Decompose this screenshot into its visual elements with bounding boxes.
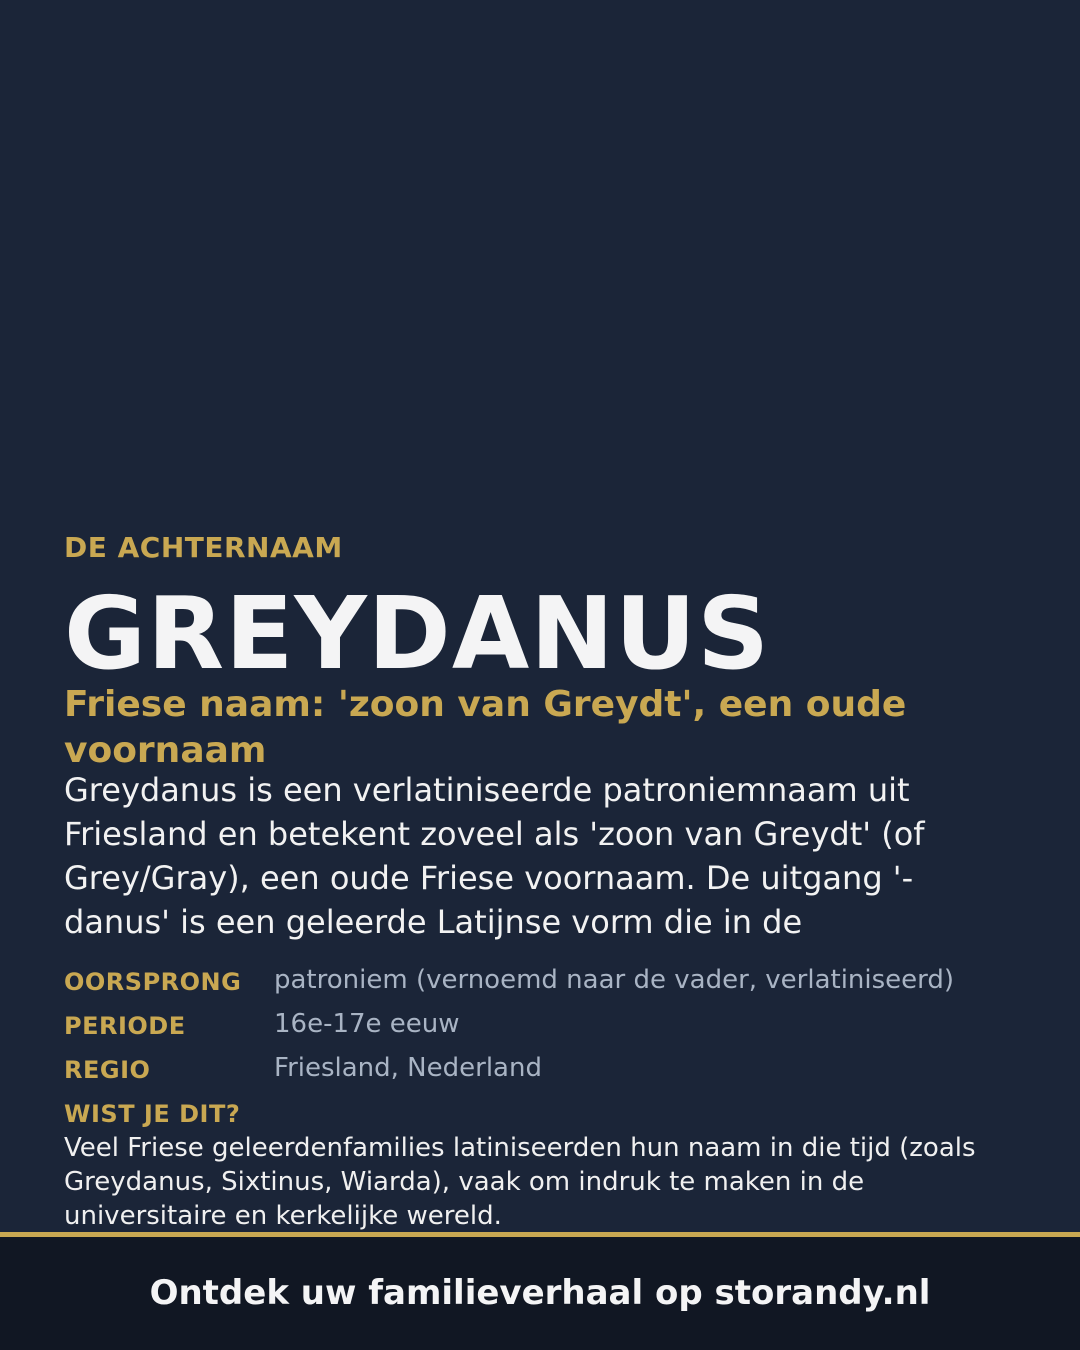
eyebrow-label: DE ACHTERNAAM (64, 531, 343, 564)
fact-row-origin (64, 960, 1044, 1004)
facts-list (64, 960, 1044, 1092)
surname-title: GREYDANUS (64, 575, 771, 692)
fact-row-region (64, 1048, 1044, 1092)
fact-label: REGIO (64, 1056, 151, 1084)
fact-value: patroniem (vernoemd naar de vader, verlatiniseerd) (274, 965, 955, 995)
fact-label: OORSPRONG (64, 968, 242, 996)
trivia-text: Veel Friese geleerdenfamilies latiniseerden hun naam in die tijd (zoals Greydanus, Sixtinus, Wiarda), vaak om indruk te maken in de universitaire en kerkelijke wereld. (64, 1133, 976, 1231)
footer-cta: Ontdek uw familieverhaal op storandy.nl (149, 1273, 931, 1313)
fact-label: PERIODE (64, 1012, 186, 1040)
surname-subtitle: Friese naam: 'zoon van Greydt', een oude voornaam (64, 684, 907, 771)
fact-value: 16e-17e eeuw (274, 1009, 460, 1039)
fact-row-period (64, 1004, 1044, 1048)
surname-description: Greydanus is een verlatiniseerde patroniemnaam uit Friesland en betekent zoveel als 'zoon van Greydt' (of Grey/Gray), een oude Friese voornaam. De uitgang '-danus' is een geleerde Latijnse vorm die in de (64, 771, 925, 941)
trivia-label: WIST JE DIT? (64, 1100, 241, 1128)
footer-bar (0, 1237, 1080, 1350)
fact-value: Friesland, Nederland (274, 1053, 542, 1083)
